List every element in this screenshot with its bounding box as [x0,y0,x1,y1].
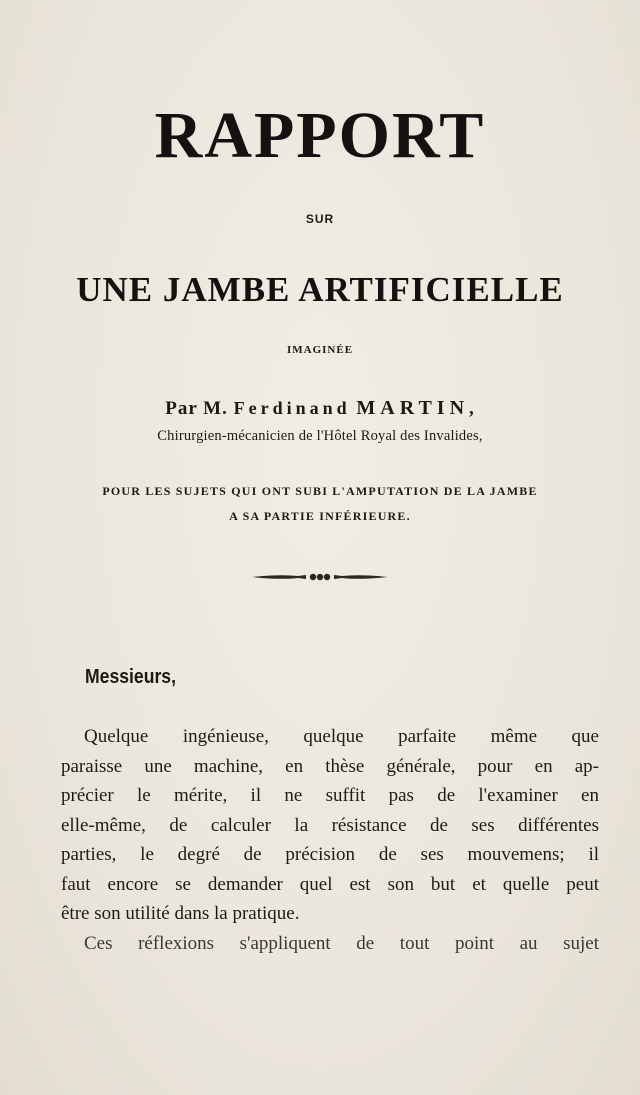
body-line: Ces réflexions s'appliquent de tout point au sujet [84,932,599,954]
body-line: parties, le degré de précision de ses mouvemens; il [61,844,599,865]
salutation: Messieurs, [85,666,176,688]
author-suffix: , [469,398,475,419]
decorative-rule-ornament [250,570,390,584]
author-last-name: MARTIN [356,397,470,419]
body-line: précier le mérite, il ne suffit pas de l'examiner en [61,785,599,806]
body-line: faut encore se demander quel est son but et quelle peut [61,873,599,895]
document-subject: UNE JAMBE ARTIFICIELLE [76,270,564,309]
author-profession: Chirurgien-mécanicien de l'Hôtel Royal des Invalides, [157,428,483,444]
body-line: Quelque ingénieuse, quelque parfaite même que [84,726,599,747]
purpose-line-2: A SA PARTIE INFÉRIEURE. [229,509,411,523]
author-first-name: Ferdinand [233,398,351,418]
title-connector: SUR [305,212,335,226]
body-line: être son utilité dans la pratique. [61,903,300,924]
body-line: paraisse une machine, en thèse générale, pour en ap- [61,755,599,777]
author-prefix: Par M. [165,398,228,419]
body-paragraph [61,722,599,958]
purpose-line-1: POUR LES SUJETS QUI ONT SUBI L'AMPUTATION DE LA JAMBE [102,484,538,498]
body-line: elle-même, de calculer la résistance de ses différentes [61,814,599,836]
imaginee-label: IMAGINÉE [286,344,354,356]
author-line [0,397,640,420]
document-title: RAPPORT [154,99,486,172]
